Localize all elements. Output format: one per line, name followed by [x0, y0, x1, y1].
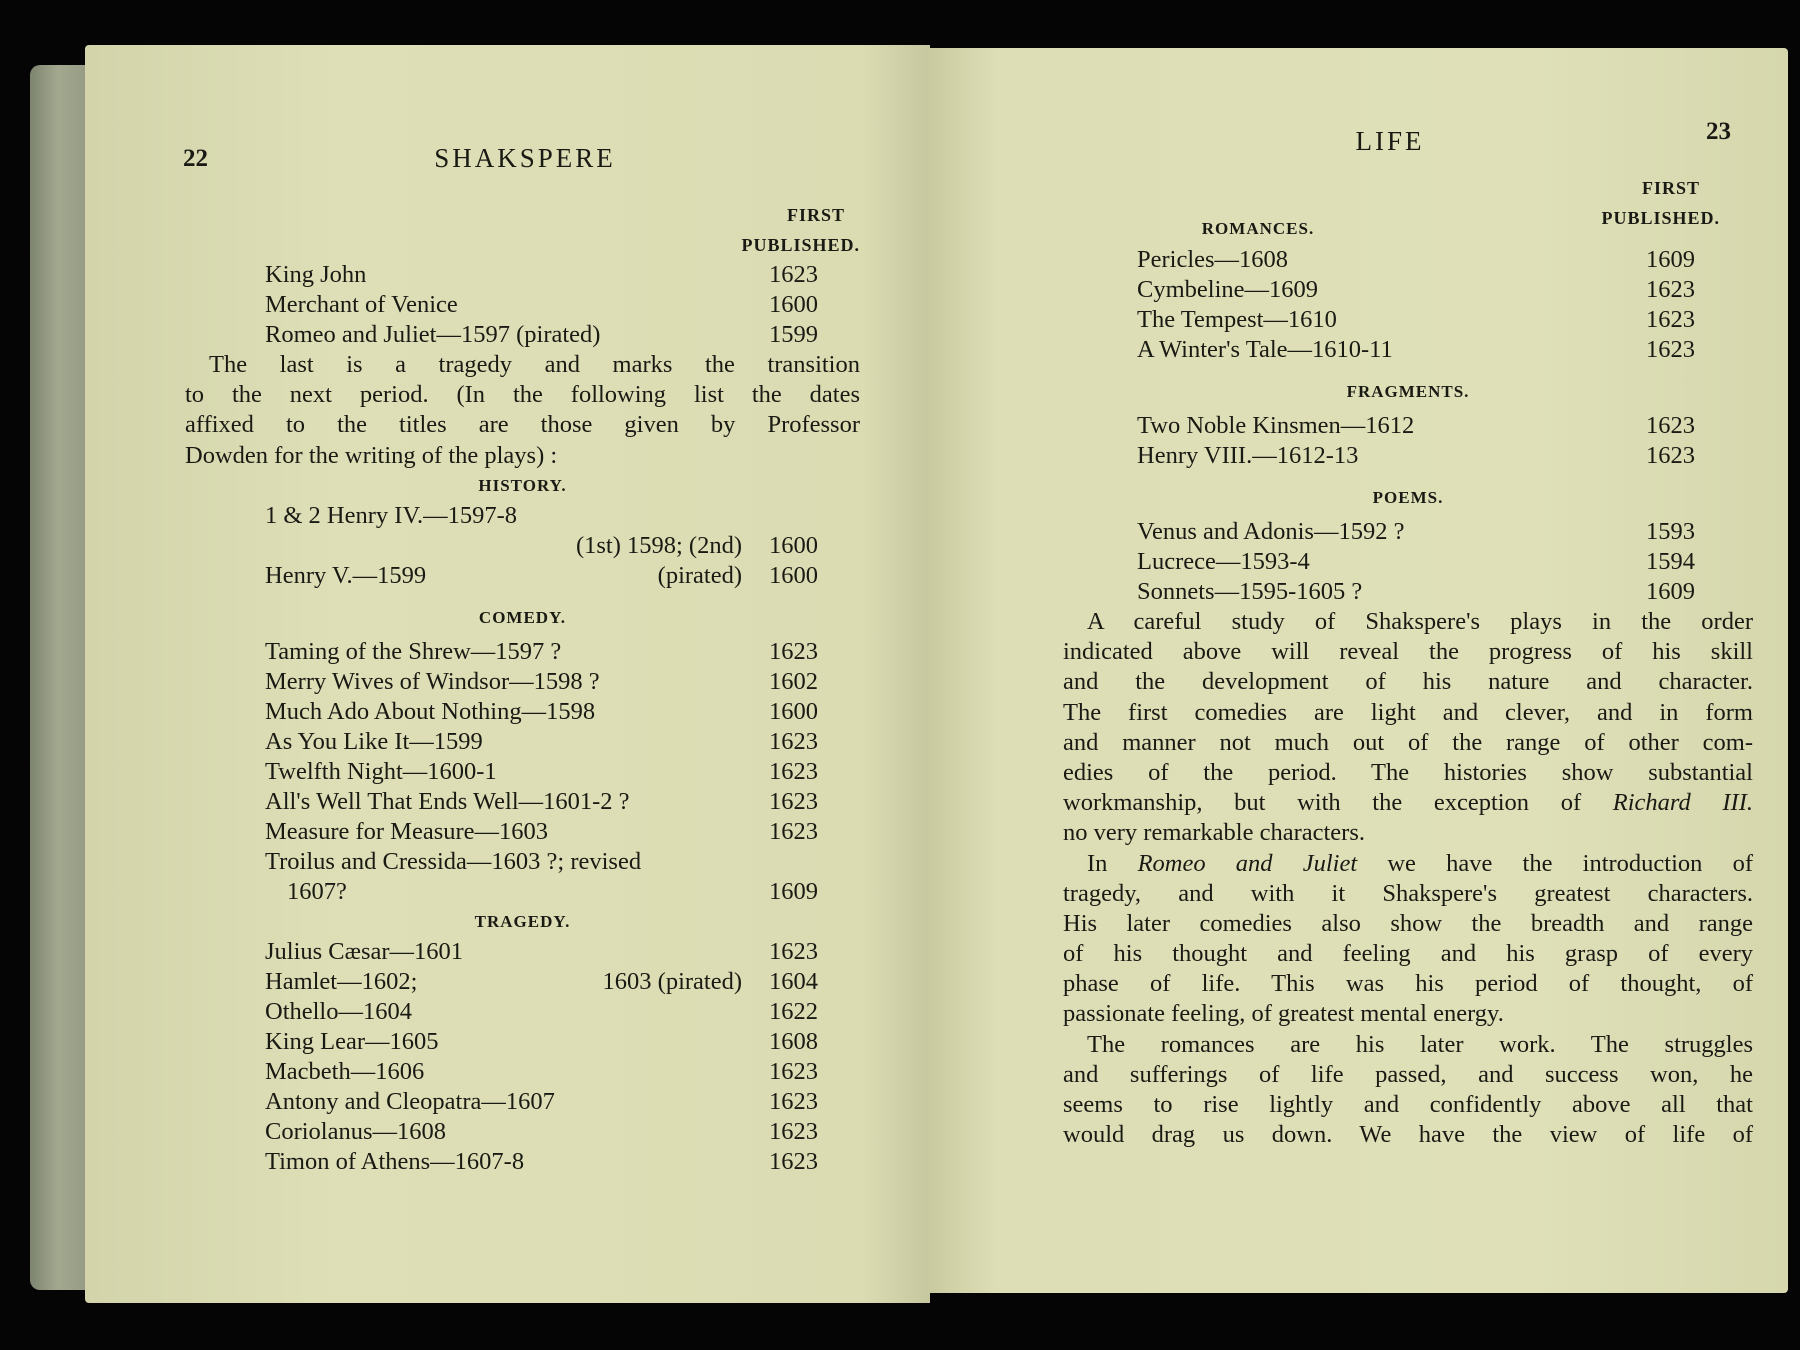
section-heading: HISTORY. [478, 475, 567, 495]
right-page [928, 48, 1788, 1293]
paragraph-line: The romances are his later work. The struggles [1087, 1030, 1753, 1058]
first-published-year: 1623 [769, 1147, 818, 1175]
play-title: Measure for Measure—1603 [265, 817, 549, 845]
list-item [1063, 305, 1753, 335]
play-list [1063, 245, 1753, 1150]
play-title: Macbeth—1606 [265, 1057, 425, 1085]
list-item [185, 501, 860, 531]
first-published-year: 1623 [769, 937, 818, 965]
paragraph-line [1063, 788, 1753, 818]
paragraph-line: The first comedies are light and clever, and in form [1063, 698, 1753, 726]
play-title: Hamlet—1602; [265, 967, 418, 995]
left-page [85, 45, 930, 1303]
paragraph-line: His later comedies also show the breadth and range [1063, 909, 1753, 937]
play-title: All's Well That Ends Well—1601-2 ? [265, 787, 630, 815]
play-title: Taming of the Shrew—1597 ? [265, 637, 562, 665]
first-published-year: 1623 [1646, 442, 1695, 469]
first-published-year: 1622 [769, 997, 818, 1025]
play-title: 1607? [287, 877, 347, 905]
column-header-first: FIRST [1641, 178, 1700, 198]
first-published-year: 1623 [1646, 276, 1695, 303]
list-item [185, 937, 860, 967]
column-header-first: FIRST [786, 205, 845, 225]
list-item [185, 757, 860, 787]
play-title: Merchant of Venice [265, 291, 458, 318]
first-published-year: 1600 [769, 697, 818, 725]
page-number: 22 [183, 145, 208, 172]
list-item [185, 997, 860, 1027]
running-head: LIFE [1355, 126, 1425, 156]
list-item [1063, 517, 1753, 547]
play-title: King Lear—1605 [265, 1027, 439, 1055]
paragraph-line: A careful study of Shakspere's plays in the order [1087, 608, 1753, 635]
paragraph-line: no very remarkable characters. [1063, 819, 1365, 847]
list-item [185, 290, 860, 320]
play-title: Much Ado About Nothing—1598 [265, 697, 596, 725]
first-published-year: 1623 [769, 261, 818, 288]
play-title: Timon of Athens—1607-8 [265, 1147, 525, 1175]
list-item [185, 561, 860, 591]
text-run: workmanship, but with the exception of [1063, 789, 1613, 817]
first-published-year: 1599 [769, 321, 818, 348]
paragraph-line: and manner not much out of the range of other com- [1063, 728, 1753, 756]
paragraph-line: seems to rise lightly and confidently above all that [1063, 1091, 1753, 1118]
play-title: The Tempest—1610 [1137, 306, 1337, 333]
paragraph-line [1063, 849, 1753, 879]
list-item [1063, 245, 1753, 275]
first-published-year: 1609 [769, 877, 818, 905]
play-title: Julius Cæsar—1601 [265, 937, 464, 965]
play-title: Antony and Cleopatra—1607 [265, 1087, 555, 1115]
first-published-year: 1623 [769, 817, 818, 845]
first-published-year: 1623 [769, 1087, 818, 1115]
first-published-year: 1594 [1646, 548, 1695, 575]
list-item [185, 847, 860, 877]
paragraph-line: indicated above will reveal the progress of his skill [1063, 638, 1753, 666]
italic-title: Romeo and Juliet [1137, 849, 1358, 877]
play-title: Pericles—1608 [1137, 246, 1289, 273]
first-published-year: 1623 [769, 637, 818, 665]
play-title: Henry VIII.—1612-13 [1137, 442, 1359, 469]
list-item [185, 697, 860, 727]
first-published-year: 1609 [1646, 578, 1695, 605]
paragraph-line: Dowden for the writing of the plays) : [185, 441, 558, 469]
first-published-year: 1609 [1646, 246, 1695, 273]
section-heading: POEMS. [1372, 488, 1444, 507]
page-number: 23 [1706, 118, 1731, 145]
first-published-year: 1623 [769, 787, 818, 815]
list-item [185, 1147, 860, 1177]
play-title: Lucrece—1593-4 [1137, 548, 1310, 575]
first-published-year: 1604 [769, 967, 818, 995]
play-title: Sonnets—1595-1605 ? [1137, 578, 1363, 605]
first-published-year: 1623 [769, 1117, 818, 1145]
play-title: Venus and Adonis—1592 ? [1137, 518, 1405, 545]
play-title: Twelfth Night—1600-1 [265, 757, 497, 785]
list-item [185, 967, 860, 997]
list-item [1063, 441, 1753, 471]
list-item [185, 260, 860, 290]
play-title: 1 & 2 Henry IV.—1597-8 [265, 501, 518, 529]
paragraph-line: edies of the period. The histories show substantial [1063, 758, 1753, 786]
text-run: we have the introduction of [1357, 849, 1753, 877]
list-item [1063, 275, 1753, 305]
list-item [185, 667, 860, 697]
first-published-year: 1608 [769, 1027, 818, 1055]
list-item [1063, 577, 1753, 607]
list-item [185, 1117, 860, 1147]
column-header-published: PUBLISHED. [1601, 208, 1720, 228]
paragraph-line: of his thought and feeling and his grasp of every [1063, 940, 1753, 968]
paragraph-line: and sufferings of life passed, and success won, he [1063, 1060, 1753, 1088]
play-title: King John [265, 261, 367, 288]
play-title: Cymbeline—1609 [1137, 276, 1319, 303]
play-title: Othello—1604 [265, 997, 412, 1025]
list-item [185, 787, 860, 817]
first-published-year: 1623 [1646, 306, 1695, 333]
text-run: In [1087, 849, 1138, 877]
list-item [185, 637, 860, 667]
paragraph-line: phase of life. This was his period of thought, of [1063, 970, 1753, 998]
list-item [185, 1087, 860, 1117]
running-head: SHAKSPERE [434, 143, 616, 173]
play-title: Romeo and Juliet—1597 (pirated) [265, 321, 601, 348]
list-item [185, 531, 860, 561]
section-heading-romances: ROMANCES. [1201, 219, 1315, 238]
play-note: 1603 (pirated) [602, 967, 742, 995]
list-item [185, 877, 860, 907]
play-title: Henry V.—1599 [265, 561, 427, 589]
first-published-year: 1600 [769, 561, 818, 589]
first-published-year: 1623 [769, 727, 818, 755]
section-heading: FRAGMENTS. [1346, 382, 1470, 401]
first-published-year: 1593 [1646, 518, 1695, 545]
paragraph-line: passionate feeling, of greatest mental energy. [1063, 1000, 1504, 1028]
play-title: A Winter's Tale—1610-11 [1137, 336, 1393, 363]
play-title: Troilus and Cressida—1603 ?; revised [265, 847, 642, 875]
section-heading: TRAGEDY. [474, 911, 571, 931]
column-header-published: PUBLISHED. [741, 235, 860, 255]
list-item [185, 1027, 860, 1057]
list-item [1063, 335, 1753, 365]
first-published-year: 1623 [1646, 412, 1695, 439]
play-title: Merry Wives of Windsor—1598 ? [265, 667, 600, 695]
list-item [185, 320, 860, 350]
list-item [185, 817, 860, 847]
paragraph-line: would drag us down. We have the view of life of [1063, 1121, 1753, 1149]
section-heading: COMEDY. [478, 607, 567, 627]
list-item [1063, 411, 1753, 441]
first-published-year: 1623 [769, 1057, 818, 1085]
play-note: (1st) 1598; (2nd) [575, 531, 742, 559]
list-item [185, 727, 860, 757]
play-title: Two Noble Kinsmen—1612 [1137, 412, 1415, 439]
paragraph-line: affixed to the titles are those given by Professor [185, 411, 860, 439]
play-title: As You Like It—1599 [265, 727, 483, 755]
list-item [1063, 547, 1753, 577]
first-published-year: 1623 [769, 757, 818, 785]
first-published-year: 1600 [769, 291, 818, 318]
paragraph-line: tragedy, and with it Shakspere's greatest characters. [1063, 879, 1753, 907]
first-published-year: 1623 [1646, 336, 1695, 363]
paragraph-line: and the development of his nature and character. [1063, 668, 1753, 696]
paragraph-line: The last is a tragedy and marks the transition [209, 351, 860, 378]
first-published-year: 1600 [769, 531, 818, 559]
first-published-year: 1602 [769, 667, 818, 695]
play-note: (pirated) [657, 561, 742, 589]
italic-title: Richard III. [1612, 789, 1753, 817]
paragraph-line: to the next period. (In the following list the dates [185, 381, 860, 409]
play-list [185, 260, 860, 1177]
play-title: Coriolanus—1608 [265, 1117, 447, 1145]
list-item [185, 1057, 860, 1087]
